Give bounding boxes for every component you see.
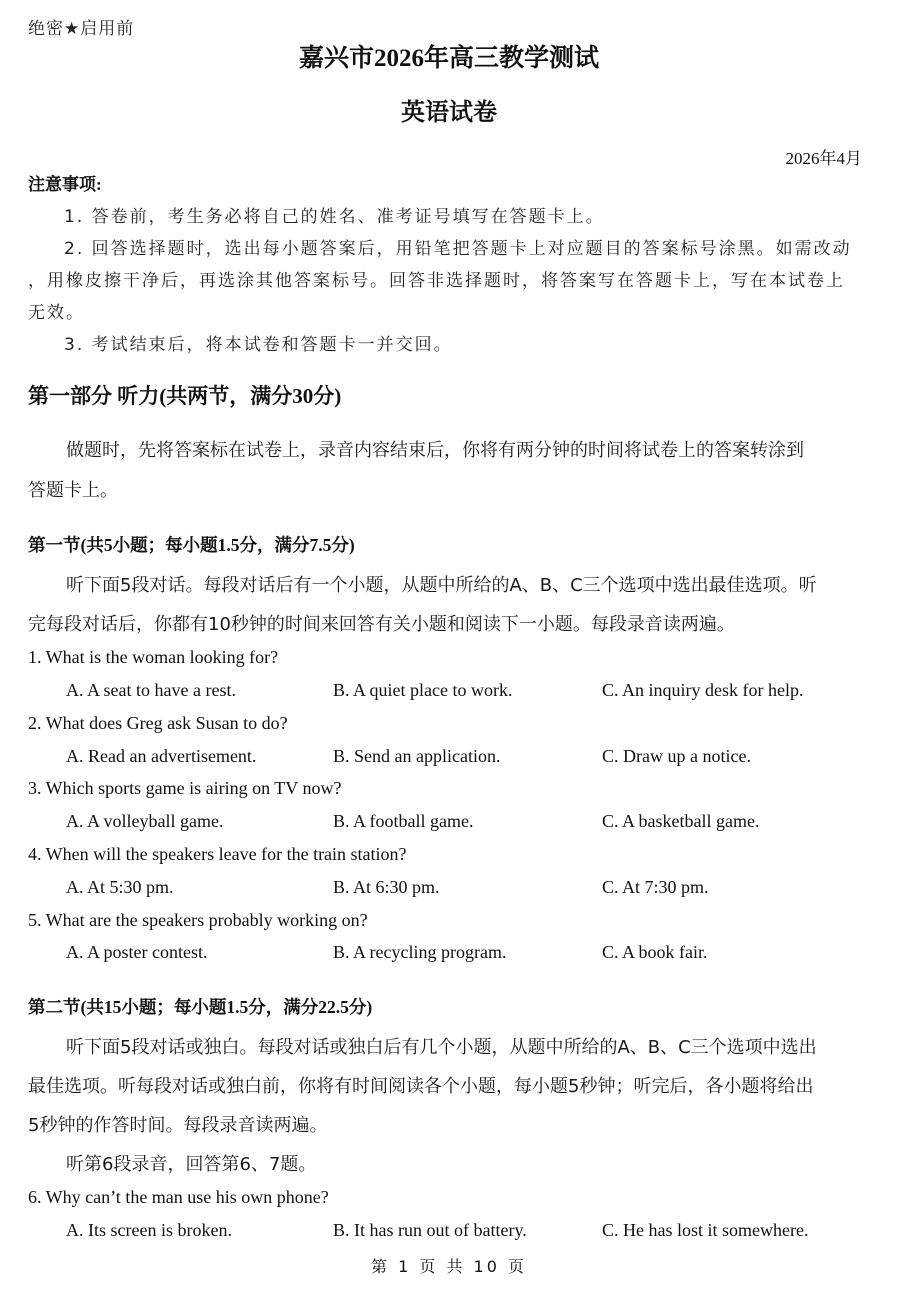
- section2-intro-line: 听下面5段对话或独白。每段对话或独白后有几个小题，从题中所给的A、B、C三个选项中选出: [66, 1037, 817, 1058]
- question-stem: 3. Which sports game is airing on TV now?: [28, 778, 342, 798]
- question-stem: 5. What are the speakers probably working on?: [28, 910, 368, 930]
- notice-line: ，用橡皮擦干净后，再选涂其他答案标号。回答非选择题时，将答案写在答题卡上，写在本试卷上: [28, 271, 845, 291]
- notice-line: 无效。: [28, 303, 85, 323]
- option-a: A. Read an advertisement.: [66, 746, 257, 766]
- section2-sub-intro: 听第6段录音，回答第6、7题。: [66, 1154, 317, 1175]
- option-a: A. A seat to have a rest.: [66, 680, 236, 700]
- option-a: A. A volleyball game.: [66, 811, 224, 831]
- section2-intro-line: 最佳选项。听每段对话或独白前，你将有时间阅读各个小题，每小题5秒钟；听完后，各小题将给出: [28, 1076, 814, 1097]
- option-c: C. A book fair.: [602, 942, 708, 962]
- option-b: B. A recycling program.: [333, 942, 507, 962]
- question-stem: 4. When will the speakers leave for the train station?: [28, 844, 407, 864]
- exam-subtitle: 英语试卷: [401, 100, 497, 126]
- option-a: A. At 5:30 pm.: [66, 877, 174, 897]
- option-b: B. A football game.: [333, 811, 474, 831]
- notice-line: 3. 考试结束后，将本试卷和答题卡一并交回。: [64, 335, 453, 355]
- option-c: C. At 7:30 pm.: [602, 877, 709, 897]
- part1-intro-line: 做题时，先将答案标在试卷上，录音内容结束后，你将有两分钟的时间将试卷上的答案转涂到: [66, 440, 804, 461]
- question-stem: 6. Why can’t the man use his own phone?: [28, 1187, 329, 1207]
- exam-date: 2026年4月: [785, 149, 862, 168]
- page-number: 第 1 页 共 10 页: [371, 1257, 527, 1276]
- part1-intro-line: 答题卡上。: [28, 480, 118, 501]
- option-c: C. He has lost it somewhere.: [602, 1220, 809, 1240]
- exam-title: 嘉兴市2026年高三教学测试: [298, 45, 599, 72]
- question-stem: 1. What is the woman looking for?: [28, 647, 279, 667]
- option-c: C. Draw up a notice.: [602, 746, 751, 766]
- notice-line: 2. 回答选择题时，选出每小题答案后，用铅笔把答题卡上对应题目的答案标号涂黑。如需改动: [64, 239, 852, 259]
- confidential-mark: 绝密★启用前: [28, 19, 135, 39]
- notice-line: 1. 答卷前，考生务必将自己的姓名、准考证号填写在答题卡上。: [64, 207, 605, 227]
- option-b: B. Send an application.: [333, 746, 501, 766]
- option-b: B. At 6:30 pm.: [333, 877, 440, 897]
- option-a: A. A poster contest.: [66, 942, 208, 962]
- notice-heading: 注意事项:: [28, 175, 102, 194]
- section1-heading: 第一节(共5小题；每小题1.5分，满分7.5分): [28, 535, 355, 555]
- section1-intro-line: 完每段对话后，你都有10秒钟的时间来回答有关小题和阅读下一小题。每段录音读两遍。: [28, 614, 735, 635]
- section2-intro-line: 5秒钟的作答时间。每段录音读两遍。: [28, 1115, 328, 1136]
- option-b: B. A quiet place to work.: [333, 680, 513, 700]
- option-c: C. A basketball game.: [602, 811, 760, 831]
- question-stem: 2. What does Greg ask Susan to do?: [28, 713, 288, 733]
- option-a: A. Its screen is broken.: [66, 1220, 232, 1240]
- section1-intro-line: 听下面5段对话。每段对话后有一个小题，从题中所给的A、B、C三个选项中选出最佳选项。听: [66, 575, 817, 596]
- section2-heading: 第二节(共15小题；每小题1.5分，满分22.5分): [28, 997, 373, 1017]
- part1-heading: 第一部分 听力(共两节，满分30分): [28, 384, 342, 408]
- option-c: C. An inquiry desk for help.: [602, 680, 804, 700]
- option-b: B. It has run out of battery.: [333, 1220, 527, 1240]
